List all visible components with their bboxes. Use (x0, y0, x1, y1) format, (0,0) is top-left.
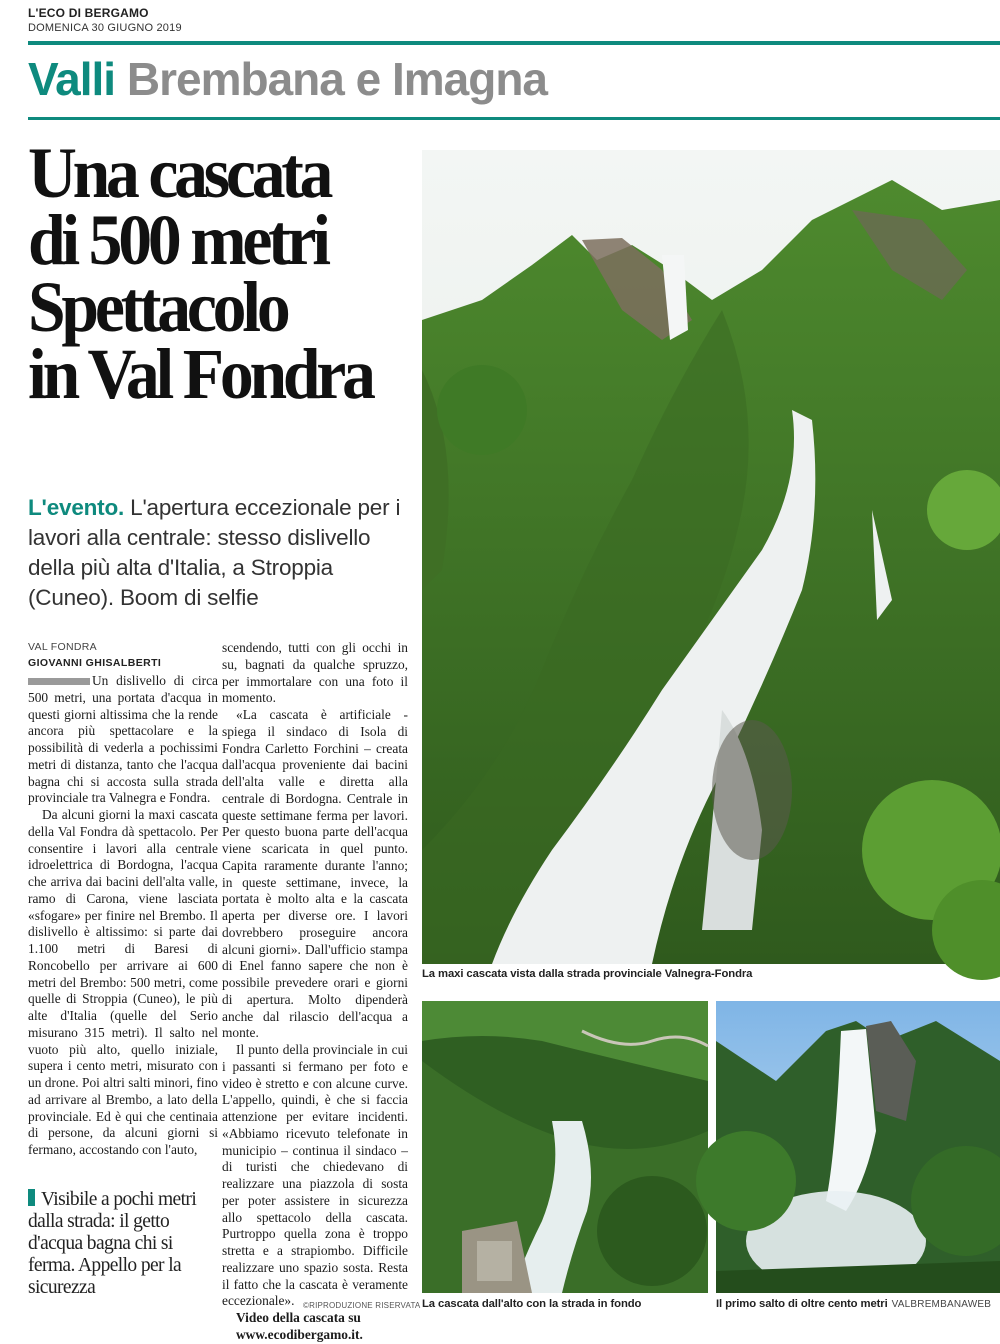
first-drop-photo (716, 1001, 1000, 1293)
section-title (28, 52, 547, 106)
video-note (222, 1310, 408, 1344)
aerial-photo-illustration (422, 1001, 708, 1293)
body-paragraph: «La cascata è artificiale - spiega il sindaco di Isola di Fondra Carletto Forchini – creata dall'acqua proveniente dai bacini dell'alta valle e diretta alla centrale di Bordogna. Centrale in queste settimane ferma per lavori. Per questo buona parte dell'acqua viene scaricata in quel punto. Capita raramente durante l'anno; in queste settimane, invece, la portata è molto alta e la cascata aperta per diverse ore. I lavori dovrebbero proseguire ancora alcuni giorni». Dall'ufficio stampa di Enel fanno sapere che non è possibile prevedere orari e giorni di apertura. Molto dipenderà anche dal rilascio dell'acqua a monte. (222, 707, 408, 1041)
byline-author: GIOVANNI GHISALBERTI (28, 657, 162, 669)
body-paragraph: Un dislivello di circa 500 metri, una portata d'acqua in questi giorni altissima che la rende ancora più spettacolare e la possibilità di vederla a pochissimi metri di distanza, tanto che l'acqua bagna chi si accosta sulla strada provinciale tra Valnegra e Fondra. (28, 673, 218, 806)
article-column-1 (28, 673, 218, 1159)
section-rule (28, 117, 1000, 120)
first-drop-caption-text: Il primo salto di oltre cento metri (716, 1298, 888, 1310)
body-paragraph: scendendo, tutti con gli occhi in su, bagnati da qualche spruzzo, per immortalare con una foto il momento. (222, 640, 408, 706)
section-title-highlight: Valli (28, 53, 116, 105)
section-title-rest: Brembana e Imagna (126, 53, 548, 105)
deck-label: L'evento. (28, 495, 125, 520)
first-drop-caption (716, 1298, 991, 1310)
video-note-text: Video della cascata su (236, 1310, 361, 1325)
main-photo-illustration (422, 150, 1000, 964)
headline-line: di 500 metri (28, 200, 327, 280)
main-waterfall-photo (422, 150, 1000, 964)
body-paragraph: Da alcuni giorni la maxi cascata della Val Fondra dà spettacolo. Per consentire i lavori alla centrale idroelettrica di Bordogna, l'acqua che arriva dai bacini dell'alta valle, ramo di Carona, viene lasciata «sfogare» per finire nel Brembo. Il dislivello è altissimo: si parte dai 1.100 metri di Baresi di Roncobello per arrivare ai 600 metri del Brembo: 500 metri, come quelle di Stroppia (Cuneo), le più alte d'Italia (quelle del Serio misurano 315 metri). Il salto nel vuoto più alto, quello iniziale, supera i cento metri, misurato con un drone. Poi altri salti minori, fino ad arrivare al Brembo, a lato della provinciale. Ed è qui che centinaia di persone, da alcuni giorni si fermano, accostando con l'auto, (28, 807, 218, 1157)
aerial-photo-caption: La cascata dall'alto con la strada in fondo (422, 1298, 642, 1310)
photo-source: VALBREMBANAWEB (891, 1299, 992, 1310)
headline-line: Spettacolo (28, 267, 287, 347)
aerial-waterfall-photo (422, 1001, 708, 1293)
copyright-notice: ©RIPRODUZIONE RISERVATA (303, 1301, 421, 1310)
body-paragraph: Il punto della provinciale in cui i passanti si fermano per foto e video è stretto e con alcune curve. L'appello, quindi, è che si faccia attenzione per evitare incidenti. «Abbiamo ricevuto telefonate in municipio – continua il sindaco – di turisti che chiedevano di realizzare una piazzola di sosta per poter assistere in sicurezza allo spettacolo della cascata. Purtroppo quella zona è troppo stretta e a strapiombo. Difficile realizzare uno spazio sosta. Resta il fatto che la cascata è veramente eccezionale». (222, 1042, 408, 1309)
pullquote-marker (28, 1189, 35, 1206)
headline-line: Una cascata (28, 133, 330, 213)
deck-text: L'apertura eccezionale per i lavori alla centrale: stesso dislivello della più alta d'Italia, a Stroppia (Cuneo). Boom di selfie (28, 495, 401, 610)
headline (28, 133, 385, 414)
main-photo-caption: La maxi cascata vista dalla strada provinciale Valnegra-Fondra (422, 968, 753, 980)
top-rule (28, 41, 1000, 45)
article-column-2 (222, 640, 408, 1344)
first-drop-illustration (716, 1001, 1000, 1293)
video-link[interactable]: www.ecodibergamo.it. (236, 1326, 363, 1342)
pullquote (28, 1189, 220, 1299)
masthead: L'ECO DI BERGAMO (28, 6, 149, 20)
deck (28, 493, 408, 613)
dateline: DOMENICA 30 GIUGNO 2019 (28, 22, 182, 34)
byline-location: VAL FONDRA (28, 641, 97, 653)
pullquote-text: Visibile a pochi metri dalla strada: il getto d'acqua bagna chi si ferma. Appello per la sicurezza (28, 1189, 197, 1298)
headline-line: in Val Fondra (28, 334, 372, 414)
